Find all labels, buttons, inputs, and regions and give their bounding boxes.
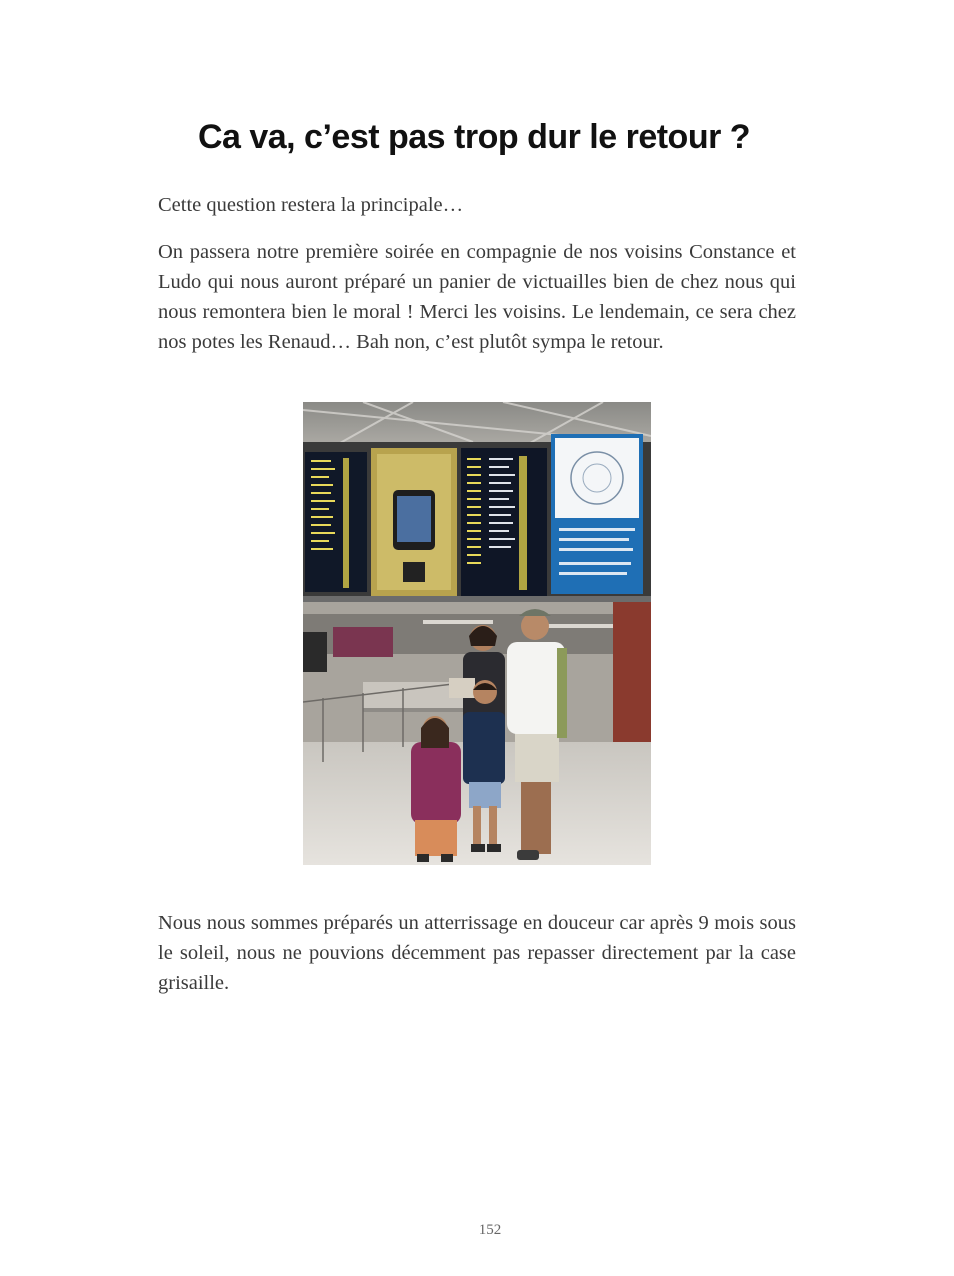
airport-family-photo xyxy=(303,402,651,865)
paragraph-landing: Nous nous sommes préparés un atterrissage en douceur car après 9 mois sous le soleil, nous ne pouvions décemment pas repasser directement par la case grisaille. xyxy=(158,912,796,994)
photo-illustration xyxy=(303,402,651,865)
paragraph-neighbours: On passera notre première soirée en compagnie de nos voisins Constance et Ludo qui nous auront préparé un panier de victuailles bien de chez nous qui nous remontera bien le moral ! Merci les voisins. Le lendemain, ce sera chez nos potes les Renaud… Bah non, c’est plutôt sympa le retour. xyxy=(158,241,796,353)
page-title: Ca va, c’est pas trop dur le retour ? xyxy=(197,118,751,156)
page-number: 152 xyxy=(478,1222,502,1238)
paragraph-intro: Cette question restera la principale… xyxy=(158,194,464,216)
